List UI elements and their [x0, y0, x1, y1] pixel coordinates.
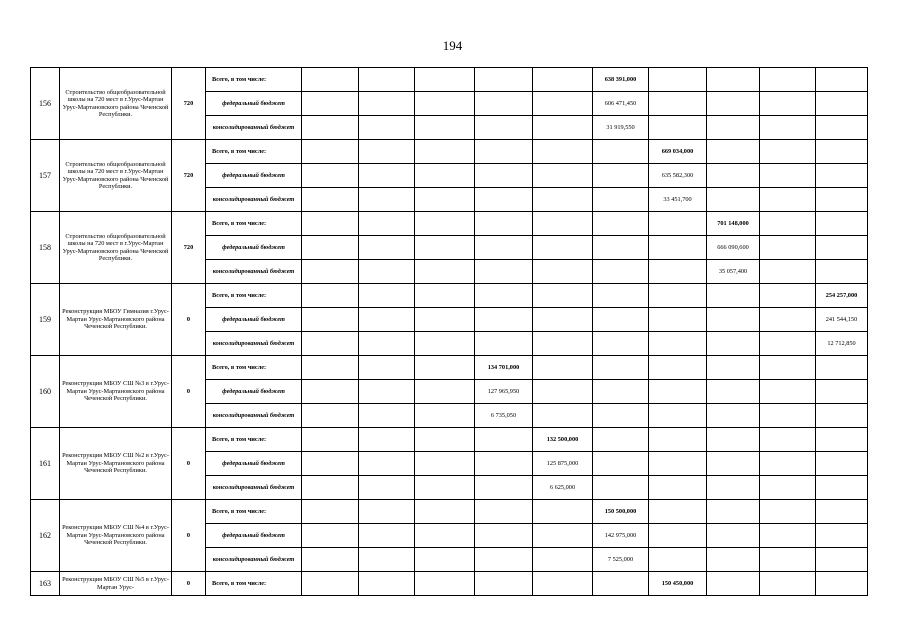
table-body	[31, 68, 868, 596]
value-cell	[533, 404, 593, 428]
value-cell	[593, 140, 649, 164]
row-label-consolidated: консолидированный бюджет	[206, 476, 302, 500]
value-cell	[415, 212, 475, 236]
value-cell	[302, 332, 359, 356]
value-cell	[302, 356, 359, 380]
value-cell	[707, 548, 760, 572]
value-cell	[593, 356, 649, 380]
value-cell	[359, 548, 415, 572]
row-label-federal: федеральный бюджет	[206, 308, 302, 332]
consolidated-amount: 12 712,850	[816, 332, 868, 356]
value-cell	[533, 164, 593, 188]
value-cell	[475, 164, 533, 188]
value-cell	[649, 548, 707, 572]
value-cell	[707, 284, 760, 308]
value-cell	[760, 140, 816, 164]
project-capacity: 0	[172, 500, 206, 572]
value-cell	[707, 140, 760, 164]
value-cell	[707, 164, 760, 188]
value-cell	[533, 524, 593, 548]
federal-amount: 127 965,950	[475, 380, 533, 404]
consolidated-amount: 6 735,050	[475, 404, 533, 428]
project-name: Строительство общеобразовательной школы на 720 мест в г.Урус-Мартан Урус-Мартановского района Чеченской Республики.	[60, 212, 172, 284]
value-cell	[359, 356, 415, 380]
value-cell	[533, 548, 593, 572]
value-cell	[649, 308, 707, 332]
value-cell	[359, 500, 415, 524]
value-cell	[816, 380, 868, 404]
value-cell	[816, 188, 868, 212]
table-row	[31, 68, 868, 92]
value-cell	[593, 572, 649, 596]
project-number: 160	[31, 356, 60, 428]
project-name: Строительство общеобразовательной школы на 720 мест в г.Урус-Мартан Урус-Мартановского района Чеченской Республики.	[60, 68, 172, 140]
row-label-total: Всего, в том числе:	[206, 68, 302, 92]
total-amount: 669 034,000	[649, 140, 707, 164]
value-cell	[533, 212, 593, 236]
value-cell	[359, 308, 415, 332]
value-cell	[649, 116, 707, 140]
value-cell	[593, 452, 649, 476]
value-cell	[302, 308, 359, 332]
value-cell	[475, 332, 533, 356]
value-cell	[302, 188, 359, 212]
row-label-total: Всего, в том числе:	[206, 140, 302, 164]
value-cell	[816, 116, 868, 140]
value-cell	[415, 428, 475, 452]
value-cell	[359, 380, 415, 404]
row-label-total: Всего, в том числе:	[206, 356, 302, 380]
value-cell	[533, 188, 593, 212]
value-cell	[649, 380, 707, 404]
project-number: 163	[31, 572, 60, 596]
value-cell	[533, 236, 593, 260]
value-cell	[415, 548, 475, 572]
value-cell	[707, 92, 760, 116]
value-cell	[415, 500, 475, 524]
federal-amount: 666 090,600	[707, 236, 760, 260]
value-cell	[816, 260, 868, 284]
value-cell	[649, 332, 707, 356]
project-capacity: 0	[172, 284, 206, 356]
value-cell	[475, 548, 533, 572]
value-cell	[760, 212, 816, 236]
value-cell	[760, 380, 816, 404]
value-cell	[359, 164, 415, 188]
value-cell	[533, 92, 593, 116]
value-cell	[707, 68, 760, 92]
value-cell	[649, 452, 707, 476]
value-cell	[649, 68, 707, 92]
value-cell	[359, 572, 415, 596]
value-cell	[475, 188, 533, 212]
value-cell	[533, 356, 593, 380]
value-cell	[760, 260, 816, 284]
value-cell	[415, 260, 475, 284]
project-name: Реконструкция МБОУ СШ №5 в г.Урус-Мартан Урус-	[60, 572, 172, 596]
table-row	[31, 572, 868, 596]
row-label-consolidated: консолидированный бюджет	[206, 548, 302, 572]
value-cell	[760, 452, 816, 476]
value-cell	[302, 284, 359, 308]
value-cell	[593, 260, 649, 284]
project-capacity: 0	[172, 572, 206, 596]
value-cell	[760, 572, 816, 596]
value-cell	[359, 404, 415, 428]
value-cell	[816, 572, 868, 596]
value-cell	[760, 356, 816, 380]
value-cell	[816, 428, 868, 452]
total-amount: 254 257,000	[816, 284, 868, 308]
value-cell	[816, 212, 868, 236]
value-cell	[760, 524, 816, 548]
value-cell	[816, 92, 868, 116]
value-cell	[302, 92, 359, 116]
project-name: Реконструкция МБОУ СШ №4 в г.Урус-Мартан Урус-Мартановского района Чеченской Республики.	[60, 500, 172, 572]
project-capacity: 0	[172, 428, 206, 500]
value-cell	[707, 524, 760, 548]
value-cell	[760, 236, 816, 260]
value-cell	[475, 68, 533, 92]
value-cell	[760, 548, 816, 572]
value-cell	[359, 332, 415, 356]
value-cell	[816, 140, 868, 164]
row-label-total: Всего, в том числе:	[206, 572, 302, 596]
project-capacity: 720	[172, 140, 206, 212]
value-cell	[707, 452, 760, 476]
value-cell	[649, 404, 707, 428]
federal-amount: 635 582,300	[649, 164, 707, 188]
value-cell	[707, 356, 760, 380]
value-cell	[593, 236, 649, 260]
value-cell	[533, 116, 593, 140]
value-cell	[760, 164, 816, 188]
value-cell	[707, 404, 760, 428]
value-cell	[359, 524, 415, 548]
project-name: Реконструкция МБОУ Гимназия г.Урус-Мартан Урус-Мартановского района Чеченской Республики.	[60, 284, 172, 356]
table-row	[31, 140, 868, 164]
value-cell	[359, 188, 415, 212]
value-cell	[816, 68, 868, 92]
value-cell	[475, 572, 533, 596]
table-row	[31, 284, 868, 308]
project-number: 161	[31, 428, 60, 500]
value-cell	[302, 476, 359, 500]
value-cell	[533, 284, 593, 308]
value-cell	[760, 68, 816, 92]
project-name: Реконструкция МБОУ СШ №2 в г.Урус-Мартан Урус-Мартановского района Чеченской Республики.	[60, 428, 172, 500]
row-label-federal: федеральный бюджет	[206, 92, 302, 116]
value-cell	[533, 68, 593, 92]
value-cell	[707, 188, 760, 212]
value-cell	[593, 404, 649, 428]
value-cell	[302, 548, 359, 572]
value-cell	[593, 428, 649, 452]
value-cell	[816, 548, 868, 572]
value-cell	[475, 260, 533, 284]
value-cell	[707, 572, 760, 596]
value-cell	[359, 260, 415, 284]
total-amount: 150 500,000	[593, 500, 649, 524]
value-cell	[649, 500, 707, 524]
value-cell	[593, 212, 649, 236]
value-cell	[760, 308, 816, 332]
value-cell	[593, 284, 649, 308]
value-cell	[359, 212, 415, 236]
value-cell	[533, 572, 593, 596]
value-cell	[649, 236, 707, 260]
table-row	[31, 428, 868, 452]
value-cell	[649, 428, 707, 452]
value-cell	[475, 116, 533, 140]
value-cell	[760, 332, 816, 356]
value-cell	[475, 428, 533, 452]
row-label-total: Всего, в том числе:	[206, 284, 302, 308]
consolidated-amount: 35 057,400	[707, 260, 760, 284]
value-cell	[415, 452, 475, 476]
total-amount: 134 701,000	[475, 356, 533, 380]
value-cell	[359, 140, 415, 164]
value-cell	[707, 332, 760, 356]
total-amount: 150 450,000	[649, 572, 707, 596]
value-cell	[593, 308, 649, 332]
value-cell	[302, 236, 359, 260]
value-cell	[533, 260, 593, 284]
project-number: 162	[31, 500, 60, 572]
value-cell	[475, 476, 533, 500]
value-cell	[533, 140, 593, 164]
value-cell	[302, 572, 359, 596]
federal-amount: 142 975,000	[593, 524, 649, 548]
value-cell	[415, 356, 475, 380]
value-cell	[707, 500, 760, 524]
row-label-consolidated: консолидированный бюджет	[206, 260, 302, 284]
value-cell	[475, 500, 533, 524]
budget-table	[30, 67, 868, 596]
federal-amount: 606 471,450	[593, 92, 649, 116]
value-cell	[760, 428, 816, 452]
value-cell	[415, 188, 475, 212]
project-capacity: 720	[172, 68, 206, 140]
value-cell	[760, 500, 816, 524]
federal-amount: 241 544,150	[816, 308, 868, 332]
value-cell	[816, 452, 868, 476]
value-cell	[649, 284, 707, 308]
value-cell	[649, 212, 707, 236]
value-cell	[302, 260, 359, 284]
value-cell	[415, 92, 475, 116]
row-label-federal: федеральный бюджет	[206, 164, 302, 188]
value-cell	[415, 308, 475, 332]
value-cell	[816, 404, 868, 428]
row-label-total: Всего, в том числе:	[206, 500, 302, 524]
value-cell	[475, 308, 533, 332]
value-cell	[649, 260, 707, 284]
value-cell	[816, 500, 868, 524]
value-cell	[359, 428, 415, 452]
value-cell	[415, 380, 475, 404]
value-cell	[302, 140, 359, 164]
project-capacity: 0	[172, 356, 206, 428]
consolidated-amount: 31 919,550	[593, 116, 649, 140]
value-cell	[475, 524, 533, 548]
project-number: 158	[31, 212, 60, 284]
total-amount: 132 500,000	[533, 428, 593, 452]
value-cell	[359, 116, 415, 140]
project-number: 159	[31, 284, 60, 356]
value-cell	[302, 212, 359, 236]
row-label-federal: федеральный бюджет	[206, 236, 302, 260]
project-number: 157	[31, 140, 60, 212]
value-cell	[302, 500, 359, 524]
value-cell	[593, 476, 649, 500]
value-cell	[475, 212, 533, 236]
row-label-consolidated: консолидированный бюджет	[206, 332, 302, 356]
value-cell	[760, 92, 816, 116]
consolidated-amount: 7 525,000	[593, 548, 649, 572]
value-cell	[816, 164, 868, 188]
value-cell	[760, 476, 816, 500]
row-label-total: Всего, в том числе:	[206, 212, 302, 236]
value-cell	[359, 236, 415, 260]
value-cell	[533, 500, 593, 524]
value-cell	[302, 452, 359, 476]
value-cell	[302, 380, 359, 404]
table-row	[31, 356, 868, 380]
consolidated-amount: 33 451,700	[649, 188, 707, 212]
table-row	[31, 500, 868, 524]
value-cell	[415, 284, 475, 308]
project-capacity: 720	[172, 212, 206, 284]
value-cell	[816, 236, 868, 260]
value-cell	[593, 188, 649, 212]
value-cell	[359, 68, 415, 92]
value-cell	[302, 68, 359, 92]
table-row	[31, 212, 868, 236]
value-cell	[649, 356, 707, 380]
value-cell	[533, 380, 593, 404]
project-number: 156	[31, 68, 60, 140]
value-cell	[816, 476, 868, 500]
page-number: 194	[442, 38, 463, 53]
value-cell	[707, 308, 760, 332]
value-cell	[816, 356, 868, 380]
value-cell	[707, 116, 760, 140]
value-cell	[760, 404, 816, 428]
value-cell	[593, 332, 649, 356]
value-cell	[760, 284, 816, 308]
value-cell	[302, 404, 359, 428]
value-cell	[359, 476, 415, 500]
total-amount: 638 391,000	[593, 68, 649, 92]
row-label-federal: федеральный бюджет	[206, 452, 302, 476]
value-cell	[475, 140, 533, 164]
value-cell	[359, 92, 415, 116]
value-cell	[649, 92, 707, 116]
value-cell	[415, 116, 475, 140]
value-cell	[649, 524, 707, 548]
value-cell	[707, 428, 760, 452]
value-cell	[760, 116, 816, 140]
value-cell	[816, 524, 868, 548]
value-cell	[415, 332, 475, 356]
value-cell	[593, 380, 649, 404]
value-cell	[649, 476, 707, 500]
consolidated-amount: 6 625,000	[533, 476, 593, 500]
value-cell	[533, 308, 593, 332]
value-cell	[415, 68, 475, 92]
value-cell	[302, 428, 359, 452]
value-cell	[415, 236, 475, 260]
value-cell	[415, 404, 475, 428]
value-cell	[707, 476, 760, 500]
row-label-federal: федеральный бюджет	[206, 380, 302, 404]
value-cell	[760, 188, 816, 212]
value-cell	[359, 284, 415, 308]
value-cell	[415, 524, 475, 548]
row-label-consolidated: консолидированный бюджет	[206, 404, 302, 428]
value-cell	[359, 452, 415, 476]
value-cell	[475, 284, 533, 308]
project-name: Реконструкция МБОУ СШ №3 в г.Урус-Мартан Урус-Мартановского района Чеченской Республики.	[60, 356, 172, 428]
value-cell	[475, 236, 533, 260]
row-label-consolidated: консолидированный бюджет	[206, 116, 302, 140]
row-label-total: Всего, в том числе:	[206, 428, 302, 452]
value-cell	[707, 380, 760, 404]
value-cell	[415, 164, 475, 188]
value-cell	[302, 164, 359, 188]
value-cell	[302, 116, 359, 140]
row-label-consolidated: консолидированный бюджет	[206, 188, 302, 212]
value-cell	[415, 572, 475, 596]
federal-amount: 125 875,000	[533, 452, 593, 476]
value-cell	[593, 164, 649, 188]
value-cell	[302, 524, 359, 548]
value-cell	[475, 92, 533, 116]
row-label-federal: федеральный бюджет	[206, 524, 302, 548]
project-name: Строительство общеобразовательной школы на 720 мест в г.Урус-Мартан Урус-Мартановского района Чеченской Республики.	[60, 140, 172, 212]
value-cell	[415, 476, 475, 500]
value-cell	[415, 140, 475, 164]
value-cell	[533, 332, 593, 356]
value-cell	[475, 452, 533, 476]
total-amount: 701 148,000	[707, 212, 760, 236]
